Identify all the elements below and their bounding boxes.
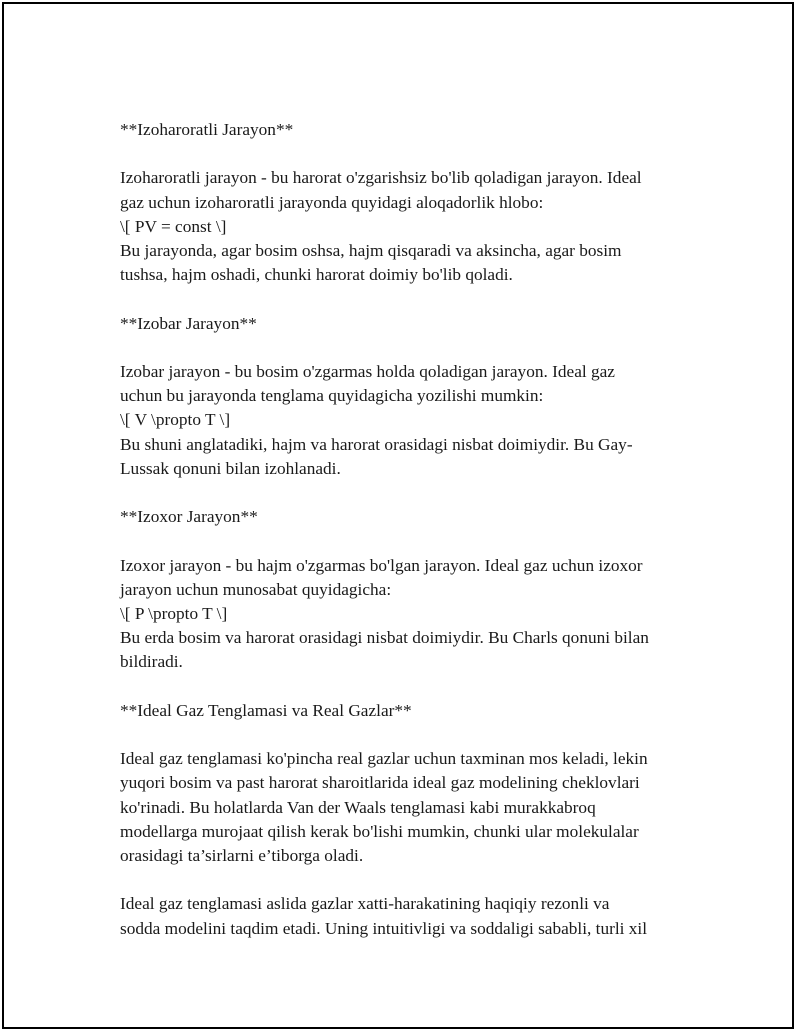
heading-izoharoratli: **Izoharoratli Jarayon**	[120, 120, 294, 139]
paragraph-izobar: Izobar jarayon - bu bosim o'zgarmas holda qoladigan jarayon. Ideal gaz uchun bu jarayonda tenglama quyidagicha yozilishi mumkin: \[ V \propto T \] Bu shuni anglatadiki, hajm va harorat orasidagi nisbat doimiydir. Bu Gay- Lussak qonuni bilan izohlanadi.	[120, 361, 633, 478]
paragraph-ideal-gaz-model: Ideal gaz tenglamasi aslida gazlar xatti-harakatining haqiqiy rezonli va sodda modelini taqdim etadi. Uning intuitivligi va soddaligi sababli, turli xil	[120, 894, 648, 938]
document-body	[120, 118, 700, 965]
document-page	[2, 2, 794, 1029]
paragraph-ideal-gaz: Ideal gaz tenglamasi ko'pincha real gazlar uchun taxminan mos keladi, lekin yuqori bosim va past harorat sharoitlarida ideal gaz modelining cheklovlari ko'rinadi. Bu holatlarda Van der Waals tenglamasi kabi murakkabroq modellarga murojaat qilish kerak bo'lishi mumkin, chunki ular molekulalar orasidagi ta’sirlarni e’tiborga oladi.	[120, 749, 648, 865]
heading-izobar: **Izobar Jarayon**	[120, 313, 257, 333]
paragraph-izoharoratli: Izoharoratli jarayon - bu harorat o'zgarishsiz bo'lib qoladigan jarayon. Ideal gaz uchun izoharoratli jarayonda quyidagi aloqadorlik hlobo: \[ PV = const \] Bu jarayonda, agar bosim oshsa, hajm qisqaradi va aksincha, agar bosim tushsa, hajm oshadi, chunki harorat doimiy bo'lib qoladi.	[120, 168, 642, 285]
heading-izoxor: **Izoxor Jarayon**	[120, 507, 258, 527]
paragraph-izoxor: Izoxor jarayon - bu hajm o'zgarmas bo'lgan jarayon. Ideal gaz uchun izoxor jarayon uchun munosabat quyidagicha: \[ P \propto T \] Bu erda bosim va harorat orasidagi nisbat doimiydir. Bu Charls qonuni bilan bildiradi.	[120, 555, 649, 672]
heading-ideal-gaz: **Ideal Gaz Tenglamasi va Real Gazlar**	[120, 700, 412, 720]
